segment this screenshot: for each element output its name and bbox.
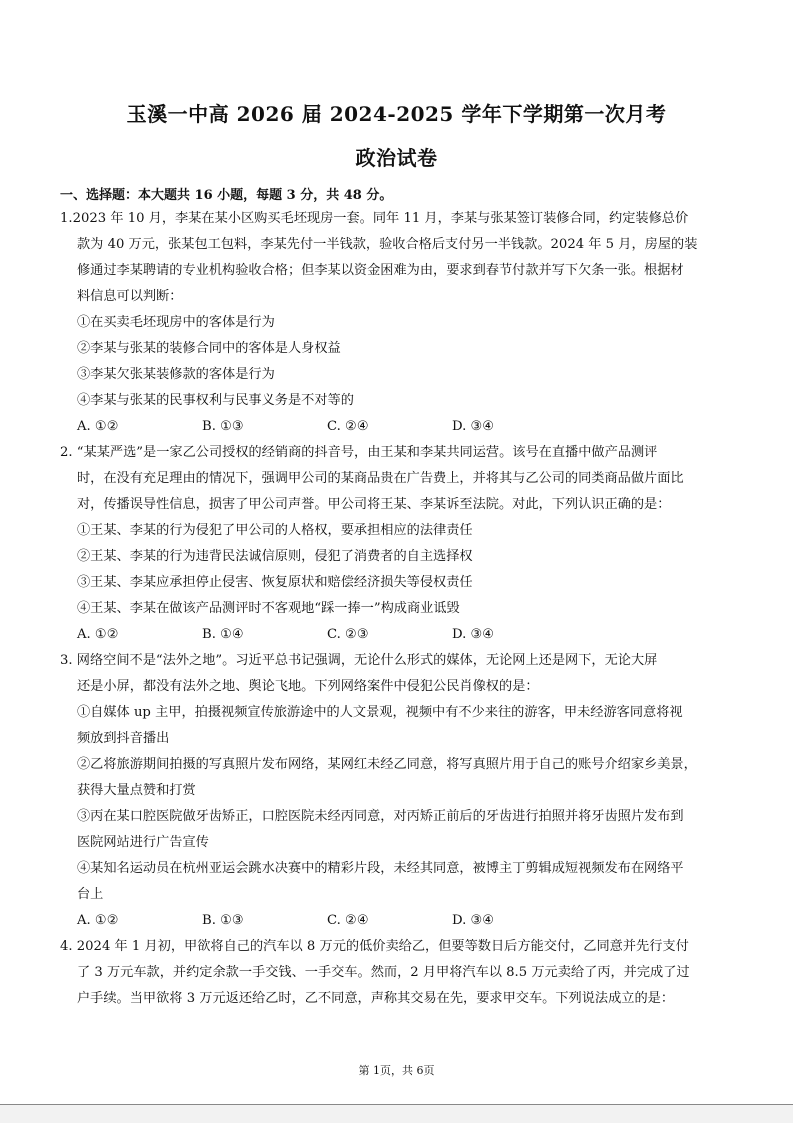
question-2 (60, 440, 736, 648)
choice-c: C. ②④ (327, 419, 369, 434)
page-number: 第 1页，共 6页 (358, 1064, 435, 1077)
question-3-item: 台上 (77, 887, 104, 902)
question-1-stem-line: 料信息可以判断： (77, 289, 183, 304)
choice-a: A. ①② (77, 419, 119, 434)
question-2-stem-line: 对，传播误导性信息，损害了甲公司声誉。甲公司将王某、李某诉至法院。对此，下列认识正确的是： (77, 497, 671, 512)
question-4-stem-line: 户手续。当甲欲将 3 万元返还给乙时，乙不同意，声称其交易在先，要求甲交车。下列说法成立的是： (77, 991, 675, 1006)
questions-body (60, 206, 736, 1012)
question-4-stem-line: 4. 2024 年 1 月初，甲欲将自己的汽车以 8 万元的低价卖给乙，但要等数日后方能交付，乙同意并先行支付 (60, 939, 689, 954)
question-3-choices (60, 908, 736, 934)
question-3-stem-line: 3. 网络空间不是“法外之地”。习近平总书记强调，无论什么形式的媒体，无论网上还是网下，无论大屏 (60, 653, 658, 668)
choice-a: A. ①② (77, 913, 119, 928)
question-2-item: ④王某、李某在做该产品测评时不客观地“踩一捧一”构成商业诋毁 (77, 601, 460, 616)
question-2-item: ③王某、李某应承担停止侵害、恢复原状和赔偿经济损失等侵权责任 (77, 575, 473, 590)
section-heading: 一、选择题：本大题共 16 小题，每题 3 分，共 48 分。 (60, 188, 393, 203)
question-2-item: ②王某、李某的行为违背民法诚信原则，侵犯了消费者的自主选择权 (77, 549, 473, 564)
question-3-item: ②乙将旅游期间拍摄的写真照片发布网络，某网红未经乙同意，将写真照片用于自己的账号介绍家乡美景， (77, 757, 697, 772)
question-1-item: ①在买卖毛坯现房中的客体是行为 (77, 315, 275, 330)
choice-d: D. ③④ (452, 913, 495, 928)
choice-d: D. ③④ (452, 419, 495, 434)
choice-c: C. ②③ (327, 627, 369, 642)
question-1-item: ②李某与张某的装修合同中的客体是人身权益 (77, 341, 341, 356)
question-2-stem-line: 时，在没有充足理由的情况下，强调甲公司的某商品贵在广告费上，并将其与乙公司的同类商品做片面比 (77, 471, 684, 486)
question-3 (60, 648, 736, 934)
question-3-item: ③丙在某口腔医院做牙齿矫正，口腔医院未经丙同意，对丙矫正前后的牙齿进行拍照并将牙齿照片发布到 (77, 809, 684, 824)
question-3-stem-line: 还是小屏，都没有法外之地、舆论飞地。下列网络案件中侵犯公民肖像权的是： (77, 679, 539, 694)
question-4 (60, 934, 736, 1012)
question-1-stem-line: 修通过李某聘请的专业机构验收合格；但李某以资金困难为由，要求到春节付款并写下欠条一张。根据材 (77, 263, 684, 278)
question-1-stem-line: 1.2023 年 10 月，李某在某小区购买毛坯现房一套。同年 11 月，李某与张某签订装修合同，约定装修总价 (60, 211, 689, 226)
question-3-item: ①自媒体 up 主甲，拍摄视频宣传旅游途中的人文景观，视频中有不少来往的游客，甲未经游客同意将视 (77, 705, 683, 720)
choice-b: B. ①③ (202, 913, 244, 928)
question-4-stem-line: 了 3 万元车款，并约定余款一手交钱、一手交车。然而，2 月甲将汽车以 8.5 万元卖给了丙，并完成了过 (77, 965, 690, 980)
question-3-item: 医院网站进行广告宣传 (77, 835, 209, 850)
question-1 (60, 206, 736, 440)
question-3-item: 频放到抖音播出 (77, 731, 170, 746)
question-2-stem-line: 2. “某某严选”是一家乙公司授权的经销商的抖音号，由王某和李某共同运营。该号在直播中做产品测评 (60, 445, 658, 460)
choice-c: C. ②④ (327, 913, 369, 928)
exam-subject: 政治试卷 (355, 146, 438, 170)
bottom-edge-divider (0, 1104, 793, 1123)
choice-a: A. ①② (77, 627, 119, 642)
choice-b: B. ①③ (202, 419, 244, 434)
question-2-item: ①王某、李某的行为侵犯了甲公司的人格权，要承担相应的法律责任 (77, 523, 473, 538)
question-1-stem-line: 款为 40 万元，张某包工包料，李某先付一半钱款，验收合格后支付另一半钱款。2024 年 5 月，房屋的装 (77, 237, 698, 252)
exam-title: 玉溪一中高 2026 届 2024-2025 学年下学期第一次月考 (126, 102, 667, 126)
choice-b: B. ①④ (202, 627, 244, 642)
question-1-item: ④李某与张某的民事权利与民事义务是不对等的 (77, 393, 354, 408)
question-3-item: 获得大量点赞和打赏 (77, 783, 196, 798)
choice-d: D. ③④ (452, 627, 495, 642)
question-1-choices (60, 414, 736, 440)
question-2-choices (60, 622, 736, 648)
question-1-item: ③李某欠张某装修款的客体是行为 (77, 367, 275, 382)
question-3-item: ④某知名运动员在杭州亚运会跳水决赛中的精彩片段，未经其同意，被博主丁剪辑成短视频发布在网络平 (77, 861, 684, 876)
